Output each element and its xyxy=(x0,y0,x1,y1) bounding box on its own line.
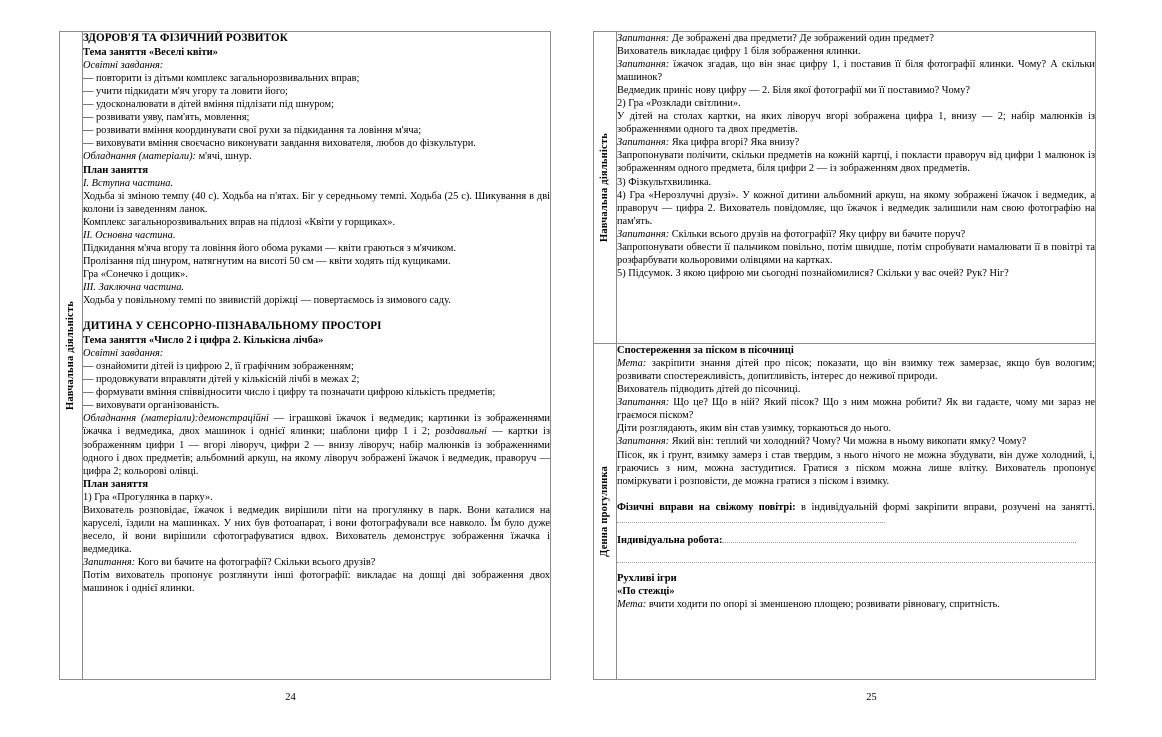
task-item: — удосконалювати в дітей вміння підлізати під шнуром; xyxy=(83,99,334,111)
question-text: Що це? Що в ній? Який пісок? Що з ним можна робити? Як ви гадаєте, чому ми зараз не граємося піском? xyxy=(617,397,1095,422)
section-sensory-cognitive xyxy=(83,320,550,595)
rail-right-top xyxy=(594,32,617,344)
educational-tasks-label: Освітні завдання: xyxy=(83,60,164,72)
individual-work-line xyxy=(617,534,1095,547)
body-line: Пісок, як і ґрунт, взимку замерз і став твердим, з нього нічого не можна збудувати, він дуже холодний, і, граючись з ним, можна застудитися. Гратися з піском можна лише влітку. Вихователь пропонує поміркувати і розповісти, де можна гратися з піском і взимку. xyxy=(617,449,1095,487)
question-text: Який він: теплий чи холодний? Чому? Чи можна в ньому викопати ямку? Чому? xyxy=(669,436,1027,448)
rail-left xyxy=(60,32,83,680)
body-line: Запропонувати полічити, скільки предметів на кожній картці, і покласти праворуч від цифри 1 малюнок із зображенням одного предмета, біля цифри 2 — із зображенням двох предметів. xyxy=(617,150,1095,175)
rail-label-denna-progulyanka: Денна прогулянка xyxy=(598,466,610,557)
question-label: Запитання: xyxy=(617,59,670,71)
section-health-physical xyxy=(83,32,550,307)
equipment-label: Обладнання (матеріали): xyxy=(83,413,199,425)
fill-in-dotted-rule[interactable] xyxy=(617,550,1095,563)
outdoor-exercise-line xyxy=(617,501,1095,527)
plan-label: План заняття xyxy=(83,478,149,490)
goal-label: Мета: xyxy=(617,358,647,370)
question-line xyxy=(83,556,550,569)
active-games-block xyxy=(617,572,1095,611)
goal-label: Мета: xyxy=(617,598,647,610)
equipment-text: м'ячі, шнур. xyxy=(196,151,252,163)
question-line xyxy=(617,136,1095,149)
question-text: Яка цифра вгорі? Яка внизу? xyxy=(669,137,800,149)
rail-label-navchalna-diyalnist: Навчальна діяльність xyxy=(598,133,610,243)
equipment-part-1: — іграшкові їжачок і ведмедик; картинки із зображеннями їжачка і ведмедика, двох машинок і однієї ялинки; шаблони цифр 1 і 2; xyxy=(83,413,550,438)
task-item: — ознайомити дітей із цифрою 2, її графічним зображенням; xyxy=(83,361,354,373)
right-page-content-bottom xyxy=(617,344,1096,680)
page-right xyxy=(581,0,1162,737)
question-label: Запитання: xyxy=(617,397,670,409)
plan-item-lead: 2) Гра «Розклади світлини». xyxy=(617,98,741,110)
section-topic: Тема заняття «Веселі квіти» xyxy=(83,47,218,59)
page-number-left: 24 xyxy=(285,692,296,703)
plan-item-after: Потім вихователь пропонує розглянути інші фотографії: викладає на дошці дві зображення двох машинок і однієї ялинки. xyxy=(83,569,550,595)
observation-goal xyxy=(617,357,1095,383)
question-label: Запитання: xyxy=(83,556,136,568)
task-item: — формувати вміння співвідносити число і цифру та позначати цифрою кількість предметів; xyxy=(83,387,496,399)
outdoor-exercise-text: в індивідуальній формі закріпити вправи, розучені на занятті. xyxy=(795,501,1095,513)
task-item: — повторити із дітьми комплекс загальнорозвивальних вправ; xyxy=(83,73,360,85)
right-page-table xyxy=(593,31,1096,680)
question-text: Кого ви бачите на фотографії? Скільки всього друзів? xyxy=(135,556,376,568)
equipment-label: Обладнання (матеріали): xyxy=(83,151,196,163)
body-line: Ведмедик приніс нову цифру — 2. Біля якої фотографії ми її поставимо? Чому? xyxy=(617,85,970,97)
page-number-right: 25 xyxy=(866,692,877,703)
plan-item-body: Вихователь розповідає, їжачок і ведмедик вирішили піти на прогулянку в парк. Вони каталися на каруселі, їздили на машинках. У них був фотоапарат, і вони фотографували все навколо. Їм було дуже весело, й вони вирішили сфотографуватися вдвох. Вихователь демонструє зображення їжачка і ведмедика. xyxy=(83,504,550,555)
body-line: Запропонувати обвести її пальчиком повільно, потім швидше, потім спробувати намалювати її в повітрі та розфарбувати кольоровими олівцями на картках. xyxy=(617,241,1095,266)
individual-work-blank-line xyxy=(617,550,1095,565)
block-spacer xyxy=(617,527,1095,534)
left-page-table xyxy=(59,31,551,680)
section-topic: Тема заняття «Число 2 і цифра 2. Кількісна лічба» xyxy=(83,335,324,347)
rail-right-bottom xyxy=(594,344,617,680)
task-item: — продовжувати вправляти дітей у кількісній лічбі в межах 2; xyxy=(83,374,360,386)
section-heading: ЗДОРОВ'Я ТА ФІЗИЧНИЙ РОЗВИТОК xyxy=(83,32,288,44)
plan-part-line: Пролізання під шнуром, натягнутим на висоті 50 см — квіти ходять під кущиками. xyxy=(83,255,451,267)
question-text: їжачок згадав, що він знає цифру 1, і поставив її біля фотографії ялинки. Чому? А скільки машинок? xyxy=(617,59,1095,84)
body-line: 4) Гра «Нерозлучні друзі». У кожної дитини альбомний аркуш, на якому зображені їжачок і ведмедик, а праворуч — цифра 2. Вихователь повідомляє, що їжачок і ведмедик залишили нам свою фотографію на пам'ять. xyxy=(617,189,1095,227)
task-item: — виховувати організованість. xyxy=(83,400,220,412)
equipment-line xyxy=(83,150,550,163)
equipment-line xyxy=(83,412,550,477)
question-text: Де зображені два предмети? Де зображений один предмет? xyxy=(669,33,934,44)
educational-tasks-label: Освітні завдання: xyxy=(83,348,164,360)
plan-part-line: Комплекс загальнорозвивальних вправ на підлозі «Квіти у горщиках». xyxy=(83,216,396,228)
rail-label-navchalna-diyalnist: Навчальна діяльність xyxy=(64,300,76,410)
plan-part-line: Підкидання м'яча вгору та ловіння його обома руками — квіти граються з м'ячиком. xyxy=(83,242,456,254)
page-left-body xyxy=(59,31,551,680)
plan-part-line: Ходьба зі зміною темпу (40 с). Ходьба на п'ятах. Біг у середньому темпі. Ходьба (25 с). Шикування в дві колони із заведенням ланок. xyxy=(83,190,550,215)
section-heading: ДИТИНА У СЕНСОРНО-ПІЗНАВАЛЬНОМУ ПРОСТОРІ xyxy=(83,320,382,333)
equipment-demo-word: демонстраційні xyxy=(198,413,269,425)
task-item: — виховувати вміння своєчасно виконувати завдання вихователя, любов до фізкультури. xyxy=(83,138,476,150)
section-spacer xyxy=(83,307,550,320)
body-line: Вихователь викладає цифру 1 біля зображення ялинки. xyxy=(617,46,861,58)
plan-part-title: III. Заключна частина. xyxy=(83,281,185,293)
question-label: Запитання: xyxy=(617,436,670,448)
question-label: Запитання: xyxy=(617,228,670,240)
block-spacer xyxy=(617,565,1095,572)
goal-text: закріпити знання дітей про пісок; показати, що він взимку теж замерзає, якщо був вологим; розвивати спостережливість, допитливість, інтерес до неживої природи. xyxy=(617,358,1095,383)
equipment-hand-word: роздавальні xyxy=(435,426,487,438)
observation-heading: Спостереження за піском в пісочниці xyxy=(617,345,794,357)
plan-item-lead: 3) Фізкультхвилинка. xyxy=(617,176,712,188)
outdoor-exercise-label: Фізичні вправи на свіжому повітрі: xyxy=(617,501,796,513)
body-line: У дітей на столах картки, на яких ліворуч вгорі зображена цифра 1, внизу — 2; набір малюнків із зображеннями одного та двох предметів. xyxy=(617,111,1095,136)
left-page-content xyxy=(83,32,551,680)
plan-item-lead: 1) Гра «Прогулянка в парку». xyxy=(83,491,213,503)
game-goal-line xyxy=(617,598,1095,611)
body-line: Діти розглядають, яким він став узимку, торкаються до нього. xyxy=(617,423,892,435)
equipment-part-2: — картки із зображенням цифри 1 — вгорі ліворуч, цифри 2 — внизу ліворуч; набір малюнків із зображеннями одного і двох предметів; альбомний аркуш, на якому ліворуч зображені їжачок і ведмедик, праворуч — цифра 2; кольорові олівці. xyxy=(83,426,550,477)
question-line xyxy=(617,435,1095,448)
question-label: Запитання: xyxy=(617,33,670,44)
active-games-heading: Рухливі ігри xyxy=(617,572,677,584)
plan-part-title: I. Вступна частина. xyxy=(83,177,174,189)
question-line xyxy=(617,32,1095,45)
summary-line: 5) Підсумок. З якою цифрою ми сьогодні познайомилися? Скільки у вас очей? Рук? Ніг? xyxy=(617,267,1009,279)
observation-block xyxy=(617,344,1095,488)
right-page-content-top xyxy=(617,32,1096,344)
goal-text: вчити ходити по опорі зі зменшеною площею; розвивати рівновагу, спритність. xyxy=(646,598,1000,610)
game-title: «По стежці» xyxy=(617,585,675,597)
plan-part-line: Гра «Сонечко і дощик». xyxy=(83,268,188,280)
fill-in-dotted-rule[interactable] xyxy=(722,534,1076,542)
plan-label: План заняття xyxy=(83,164,149,176)
plan-part-line: Ходьба у повільному темпі по звивистій доріжці — повертаємось із зимового саду. xyxy=(83,294,451,306)
question-text: Скільки всього друзів на фотографії? Яку цифру ви бачите поруч? xyxy=(669,228,966,240)
individual-work-label: Індивідуальна робота: xyxy=(617,534,723,546)
question-line xyxy=(617,228,1095,241)
body-line: Вихователь підводить дітей до пісочниці. xyxy=(617,384,801,396)
plan-part-title: II. Основна частина. xyxy=(83,229,176,241)
page-right-body xyxy=(593,31,1096,680)
task-item: — розвивати уяву, пам'ять, мовлення; xyxy=(83,112,250,124)
task-item: — учити підкидати м'яч угору та ловити його; xyxy=(83,86,288,98)
question-label: Запитання: xyxy=(617,137,670,149)
question-line xyxy=(617,396,1095,422)
task-item: — розвивати вміння координувати свої рухи за підкидання та ловіння м'яча; xyxy=(83,125,422,137)
fill-in-dotted-rule[interactable] xyxy=(617,514,885,522)
block-spacer xyxy=(617,488,1095,501)
question-line xyxy=(617,58,1095,84)
